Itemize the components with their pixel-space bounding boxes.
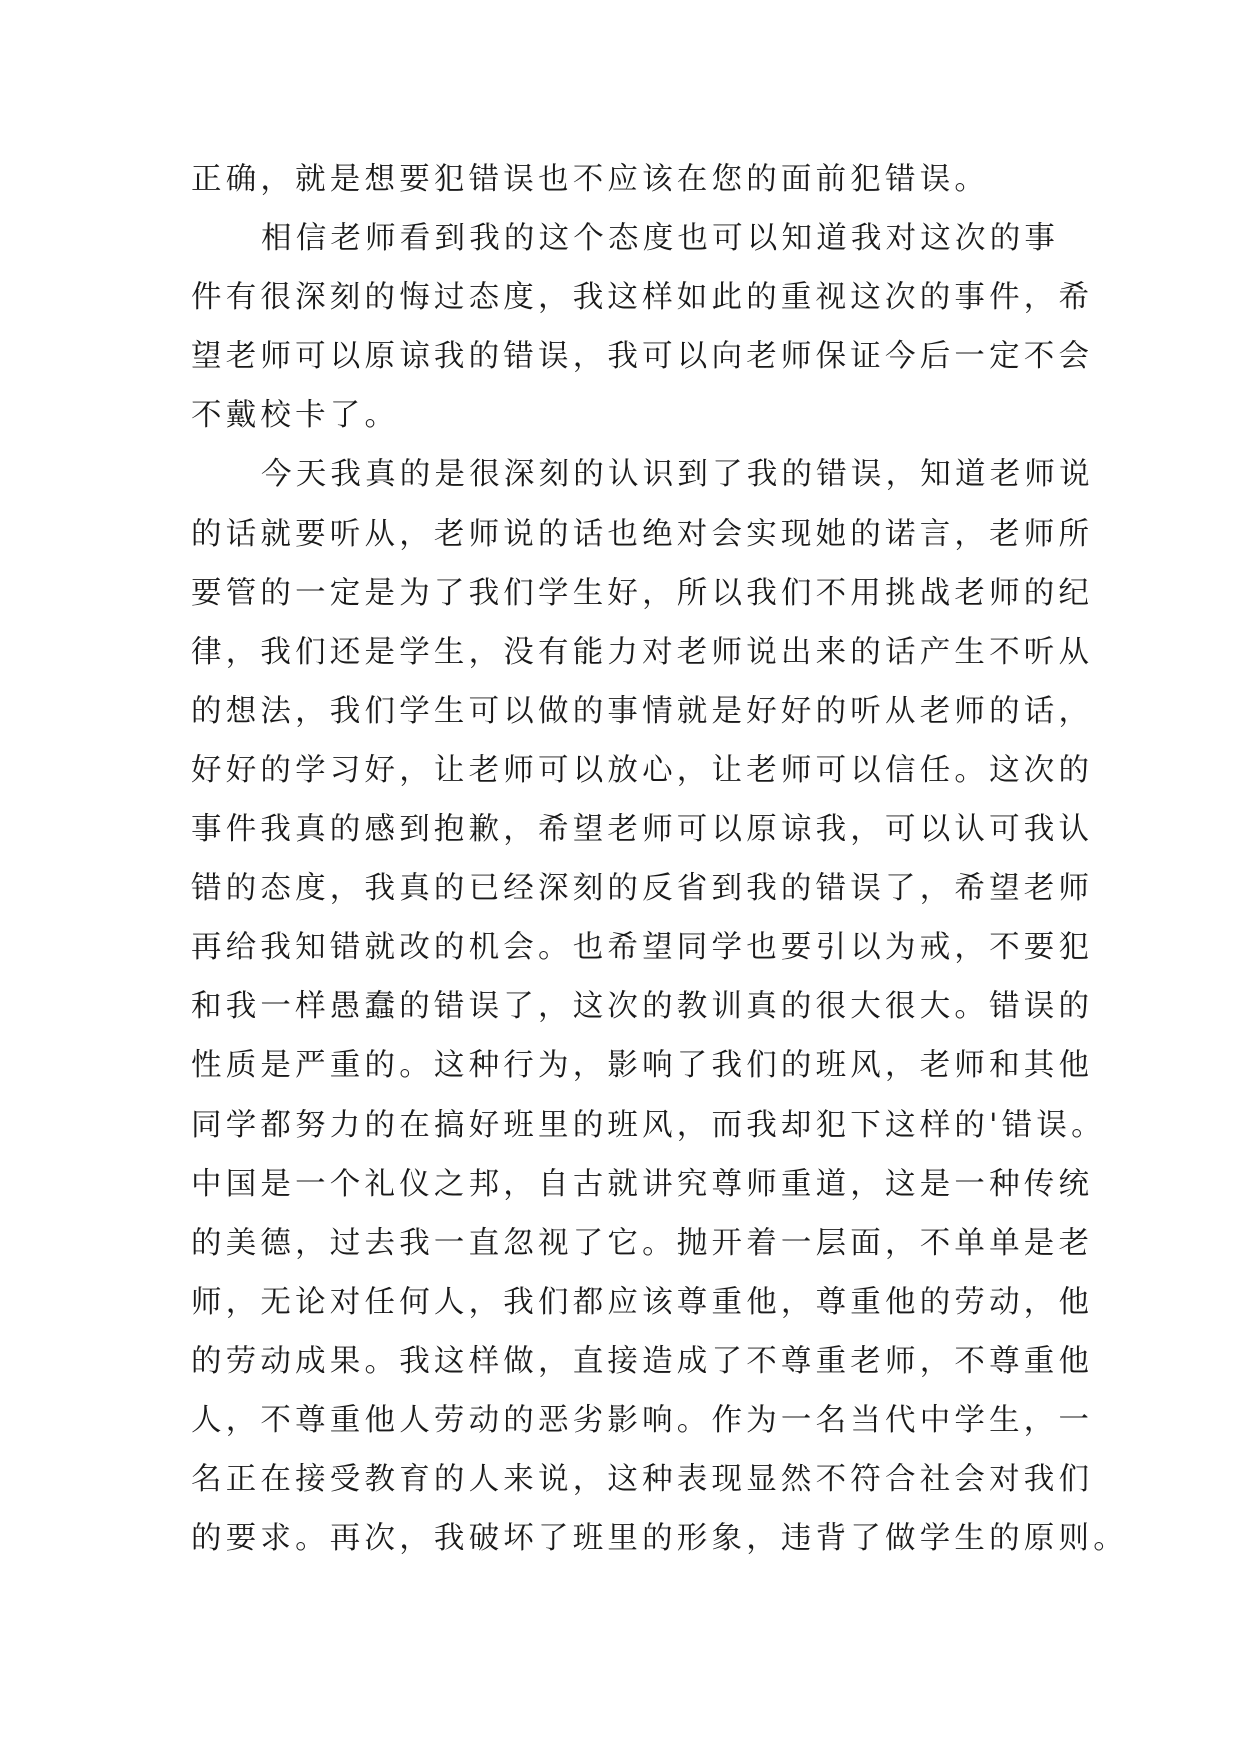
text-line: 错的态度，我真的已经深刻的反省到我的错误了，希望老师 bbox=[191, 871, 1094, 907]
text-line: 师，无论对任何人，我们都应该尊重他，尊重他的劳动，他 bbox=[191, 1284, 1094, 1320]
body-text bbox=[191, 150, 1128, 1568]
text-line: 人，不尊重他人劳动的恶劣影响。作为一名当代中学生，一 bbox=[191, 1402, 1094, 1438]
text-line: 件有很深刻的悔过态度，我这样如此的重视这次的事件，希 bbox=[191, 280, 1094, 316]
text-line: 的美德，过去我一直忽视了它。抛开着一层面，不单单是老 bbox=[191, 1225, 1094, 1261]
text-line: 的劳动成果。我这样做，直接造成了不尊重老师，不尊重他 bbox=[191, 1343, 1094, 1379]
text-line: 再给我知错就改的机会。也希望同学也要引以为戒，不要犯 bbox=[191, 930, 1094, 966]
text-line: 相信老师看到我的这个态度也可以知道我对这次的事 bbox=[261, 221, 1060, 257]
text-line: 同学都努力的在搞好班里的班风，而我却犯下这样的'错误。 bbox=[191, 1107, 1106, 1143]
text-line: 的话就要听从，老师说的话也绝对会实现她的诺言，老师所 bbox=[191, 516, 1094, 552]
text-line: 好好的学习好，让老师可以放心，让老师可以信任。这次的 bbox=[191, 752, 1094, 788]
text-line: 不戴校卡了。 bbox=[191, 398, 400, 434]
text-line: 的要求。再次，我破坏了班里的形象，违背了做学生的原则。 bbox=[191, 1521, 1128, 1557]
text-line: 律，我们还是学生，没有能力对老师说出来的话产生不听从 bbox=[191, 634, 1094, 670]
text-line: 今天我真的是很深刻的认识到了我的错误，知道老师说 bbox=[261, 457, 1094, 493]
text-line: 事件我真的感到抱歉，希望老师可以原谅我，可以认可我认 bbox=[191, 812, 1094, 848]
text-line: 的想法，我们学生可以做的事情就是好好的听从老师的话， bbox=[191, 693, 1094, 729]
text-line: 和我一样愚蠢的错误了，这次的教训真的很大很大。错误的 bbox=[191, 989, 1094, 1025]
text-line: 中国是一个礼仪之邦，自古就讲究尊师重道，这是一种传统 bbox=[191, 1166, 1094, 1202]
text-line: 要管的一定是为了我们学生好，所以我们不用挑战老师的纪 bbox=[191, 575, 1094, 611]
text-line: 名正在接受教育的人来说，这种表现显然不符合社会对我们 bbox=[191, 1462, 1094, 1498]
text-line: 望老师可以原谅我的错误，我可以向老师保证今后一定不会 bbox=[191, 339, 1094, 375]
text-line: 性质是严重的。这种行为，影响了我们的班风，老师和其他 bbox=[191, 1048, 1094, 1084]
text-line: 正确，就是想要犯错误也不应该在您的面前犯错误。 bbox=[191, 162, 990, 197]
